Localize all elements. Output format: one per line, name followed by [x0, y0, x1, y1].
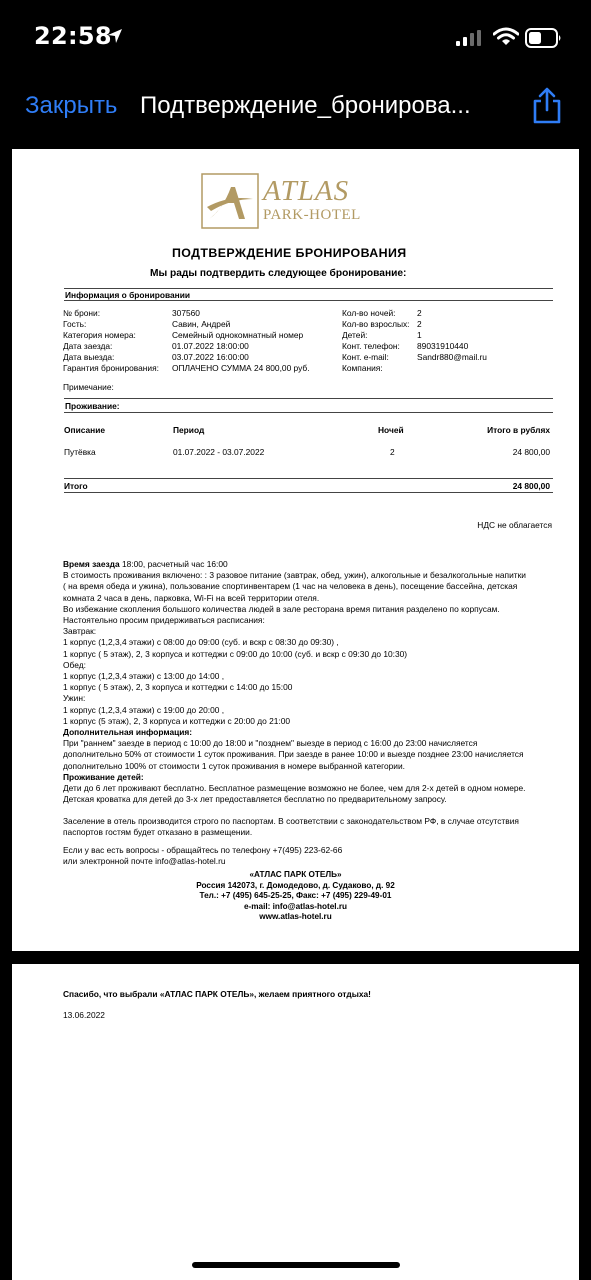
text-line: Дети до 6 лет проживают бесплатно. Бесплатное размещение возможно не более, чем для 2-х детей в одном номере.: [63, 783, 526, 794]
text-line: 1 корпус (1,2,3,4 этажи) с 13:00 до 14:00 ,: [63, 671, 225, 682]
checkin-label: Время заезда: [63, 559, 120, 569]
share-icon[interactable]: [531, 86, 563, 126]
status-time: 22:58: [34, 22, 112, 50]
hotel-footer: [12, 870, 579, 923]
text-line: Обед:: [63, 659, 86, 670]
text-line: Во избежание скопления большого количества людей в зале ресторана время питания разделено по корпусам.: [63, 603, 500, 614]
field-value: 89031910440: [417, 341, 469, 351]
footer-line: Тел.: +7 (495) 645-25-25, Факс: +7 (495) 229-49-01: [199, 891, 392, 901]
field-value: 307560: [172, 308, 200, 318]
field-label: Кол-во ночей:: [342, 308, 396, 318]
text-line: или электронной почте info@atlas-hotel.ru: [63, 856, 226, 867]
doc-subheading: Мы рады подтвердить следующее бронирование:: [150, 268, 407, 279]
document-page-2[interactable]: [12, 964, 579, 1280]
field-label: Конт. e-mail:: [342, 352, 389, 362]
text-line: Если у вас есть вопросы - обращайтесь по телефону +7(495) 223-62-66: [63, 845, 343, 855]
vat-note: НДС не облагается: [477, 520, 552, 530]
logo-name: ATLAS: [263, 175, 350, 207]
field-label: Конт. телефон:: [342, 341, 400, 351]
field-value: 2: [417, 319, 422, 329]
text-line: 1 корпус ( 5 этаж), 2, 3 корпуса и коттеджи с 09:00 до 10:00 (суб. и вскр с 09:30 до 10:30): [63, 648, 408, 659]
footer-line: www.atlas-hotel.ru: [259, 912, 332, 922]
section-stay: Проживание:: [65, 401, 120, 411]
field-label: Компания:: [342, 363, 383, 373]
field-label: Гость:: [63, 319, 87, 329]
extra-info-heading: Дополнительная информация:: [63, 727, 193, 738]
document-viewer-nav-bar: [0, 76, 591, 136]
table-header-period: Период: [173, 425, 205, 435]
text-line: При "раннем" заезде в период с 10:00 до 18:00 и "позднем" выезде в период с 16:00 до 23:00 начисляется: [63, 738, 478, 749]
text-line: дополнительно 50% от стоимости 1 суток проживания. При заезде в ранее 10:00 и выезде позднее 23:00 начисляется: [63, 749, 524, 760]
field-value: 01.07.2022 18:00:00: [172, 341, 249, 351]
note-label: Примечание:: [63, 382, 114, 392]
text-line: паспортов гостям будет отказано в размещении.: [63, 827, 253, 838]
table-cell-period: 01.07.2022 - 03.07.2022: [173, 447, 265, 457]
table-header-description: Описание: [64, 425, 106, 435]
field-value: 03.07.2022 16:00:00: [172, 352, 249, 362]
text-line: дополнительно 100% от стоимости 1 суток проживания в номере выбранной категории.: [63, 760, 405, 771]
text-line: 1 корпус ( 5 этаж), 2, 3 корпуса и коттеджи с 14:00 до 15:00: [63, 682, 293, 693]
table-cell-total: 24 800,00: [512, 447, 550, 457]
kids-heading: Проживание детей:: [63, 771, 144, 782]
footer-line: e-mail: info@atlas-hotel.ru: [243, 901, 348, 911]
checkin-time: 18:00, расчетный час 16:00: [119, 559, 228, 569]
document-page-1[interactable]: [12, 149, 579, 951]
doc-heading: ПОДТВЕРЖДЕНИЕ БРОНИРОВАНИЯ: [172, 246, 407, 260]
field-value: 2: [417, 308, 422, 318]
table-header-nights: Ночей: [378, 425, 404, 435]
text-line: 1 корпус (1,2,3,4 этажи) с 19:00 до 20:00 ,: [63, 704, 225, 715]
cellular-signal-icon: [456, 30, 484, 46]
text-line: Завтрак:: [63, 626, 97, 637]
text-line: Заселение в отель производится строго по паспортам. В соответствии с законодательством РФ, в случае отсутствия: [63, 816, 519, 826]
document-title: Подтверждение_бронирова...: [140, 92, 471, 119]
checkin-line: [63, 559, 563, 570]
text-line: Ужин:: [63, 693, 86, 704]
passport-text: [63, 816, 563, 838]
text-line: В стоимость проживания включено: : 3 разовое питание (завтрак, обед, ужин), алкогольные и безалкогольные напитки: [63, 570, 526, 581]
footer-line: Россия 142073, г. Домодедово, д. Судаково, д. 92: [196, 880, 395, 890]
table-header-total: Итого в рублях: [487, 425, 550, 435]
field-value: 1: [417, 330, 422, 340]
text-line: 1 корпус (5 этаж), 2, 3 корпуса и коттеджи с 20:00 до 21:00: [63, 715, 291, 726]
text-line: Настоятельно просим придерживаться расписания:: [63, 615, 265, 626]
thanks-text: Спасибо, что выбрали «АТЛАС ПАРК ОТЕЛЬ», желаем приятного отдыха!: [63, 989, 371, 999]
conditions-text: [63, 559, 563, 805]
field-label: Категория номера:: [63, 330, 136, 340]
total-value: 24 800,00: [512, 481, 550, 491]
close-button[interactable]: Закрыть: [25, 92, 118, 119]
table-cell-description: Путёвка: [64, 447, 96, 457]
field-label: № брони:: [63, 308, 101, 318]
atlas-logo-emblem-icon: [201, 173, 259, 229]
email-value: Sandr880@mail.ru: [417, 352, 487, 362]
text-line: комната 2 часа в день, парковка, Wi-Fi на всей территории отеля.: [63, 592, 320, 603]
table-cell-nights: 2: [390, 447, 395, 457]
document-date: 13.06.2022: [63, 1010, 105, 1020]
footer-line: «АТЛАС ПАРК ОТЕЛЬ»: [249, 870, 342, 879]
home-indicator[interactable]: [192, 1262, 400, 1268]
field-value: Семейный однокомнатный номер: [172, 330, 304, 340]
field-label: Дата выезда:: [63, 352, 115, 362]
field-label: Кол-во взрослых:: [342, 319, 410, 329]
contact-text: [63, 845, 563, 867]
text-line: ( на время обеда и ужина), пользование спортинвентарем (1 час на человека в день), посещение бассейна, детская: [63, 581, 518, 592]
field-value: Савин, Андрей: [172, 319, 231, 329]
field-label: Гарантия бронирования:: [63, 363, 159, 373]
total-label: Итого: [64, 481, 88, 491]
field-label: Детей:: [342, 330, 368, 340]
hotel-logo: [201, 173, 376, 229]
text-line: 1 корпус (1,2,3,4 этажи) с 08:00 до 09:00 (суб. и вскр с 08:30 до 09:30) ,: [63, 637, 339, 648]
field-value: ОПЛАЧЕНО СУММА 24 800,00 руб.: [172, 363, 310, 373]
wifi-icon: [493, 27, 519, 47]
status-bar: [0, 0, 591, 76]
location-arrow-icon: [106, 27, 124, 45]
battery-icon: [525, 28, 563, 48]
text-line: Детская кроватка для детей до 3-х лет предоставляется бесплатно по предварительному запросу.: [63, 794, 447, 805]
field-label: Дата заезда:: [63, 341, 113, 351]
logo-subtitle: PARK-HOTEL: [263, 207, 361, 223]
section-booking-info: Информация о бронировании: [65, 290, 191, 300]
